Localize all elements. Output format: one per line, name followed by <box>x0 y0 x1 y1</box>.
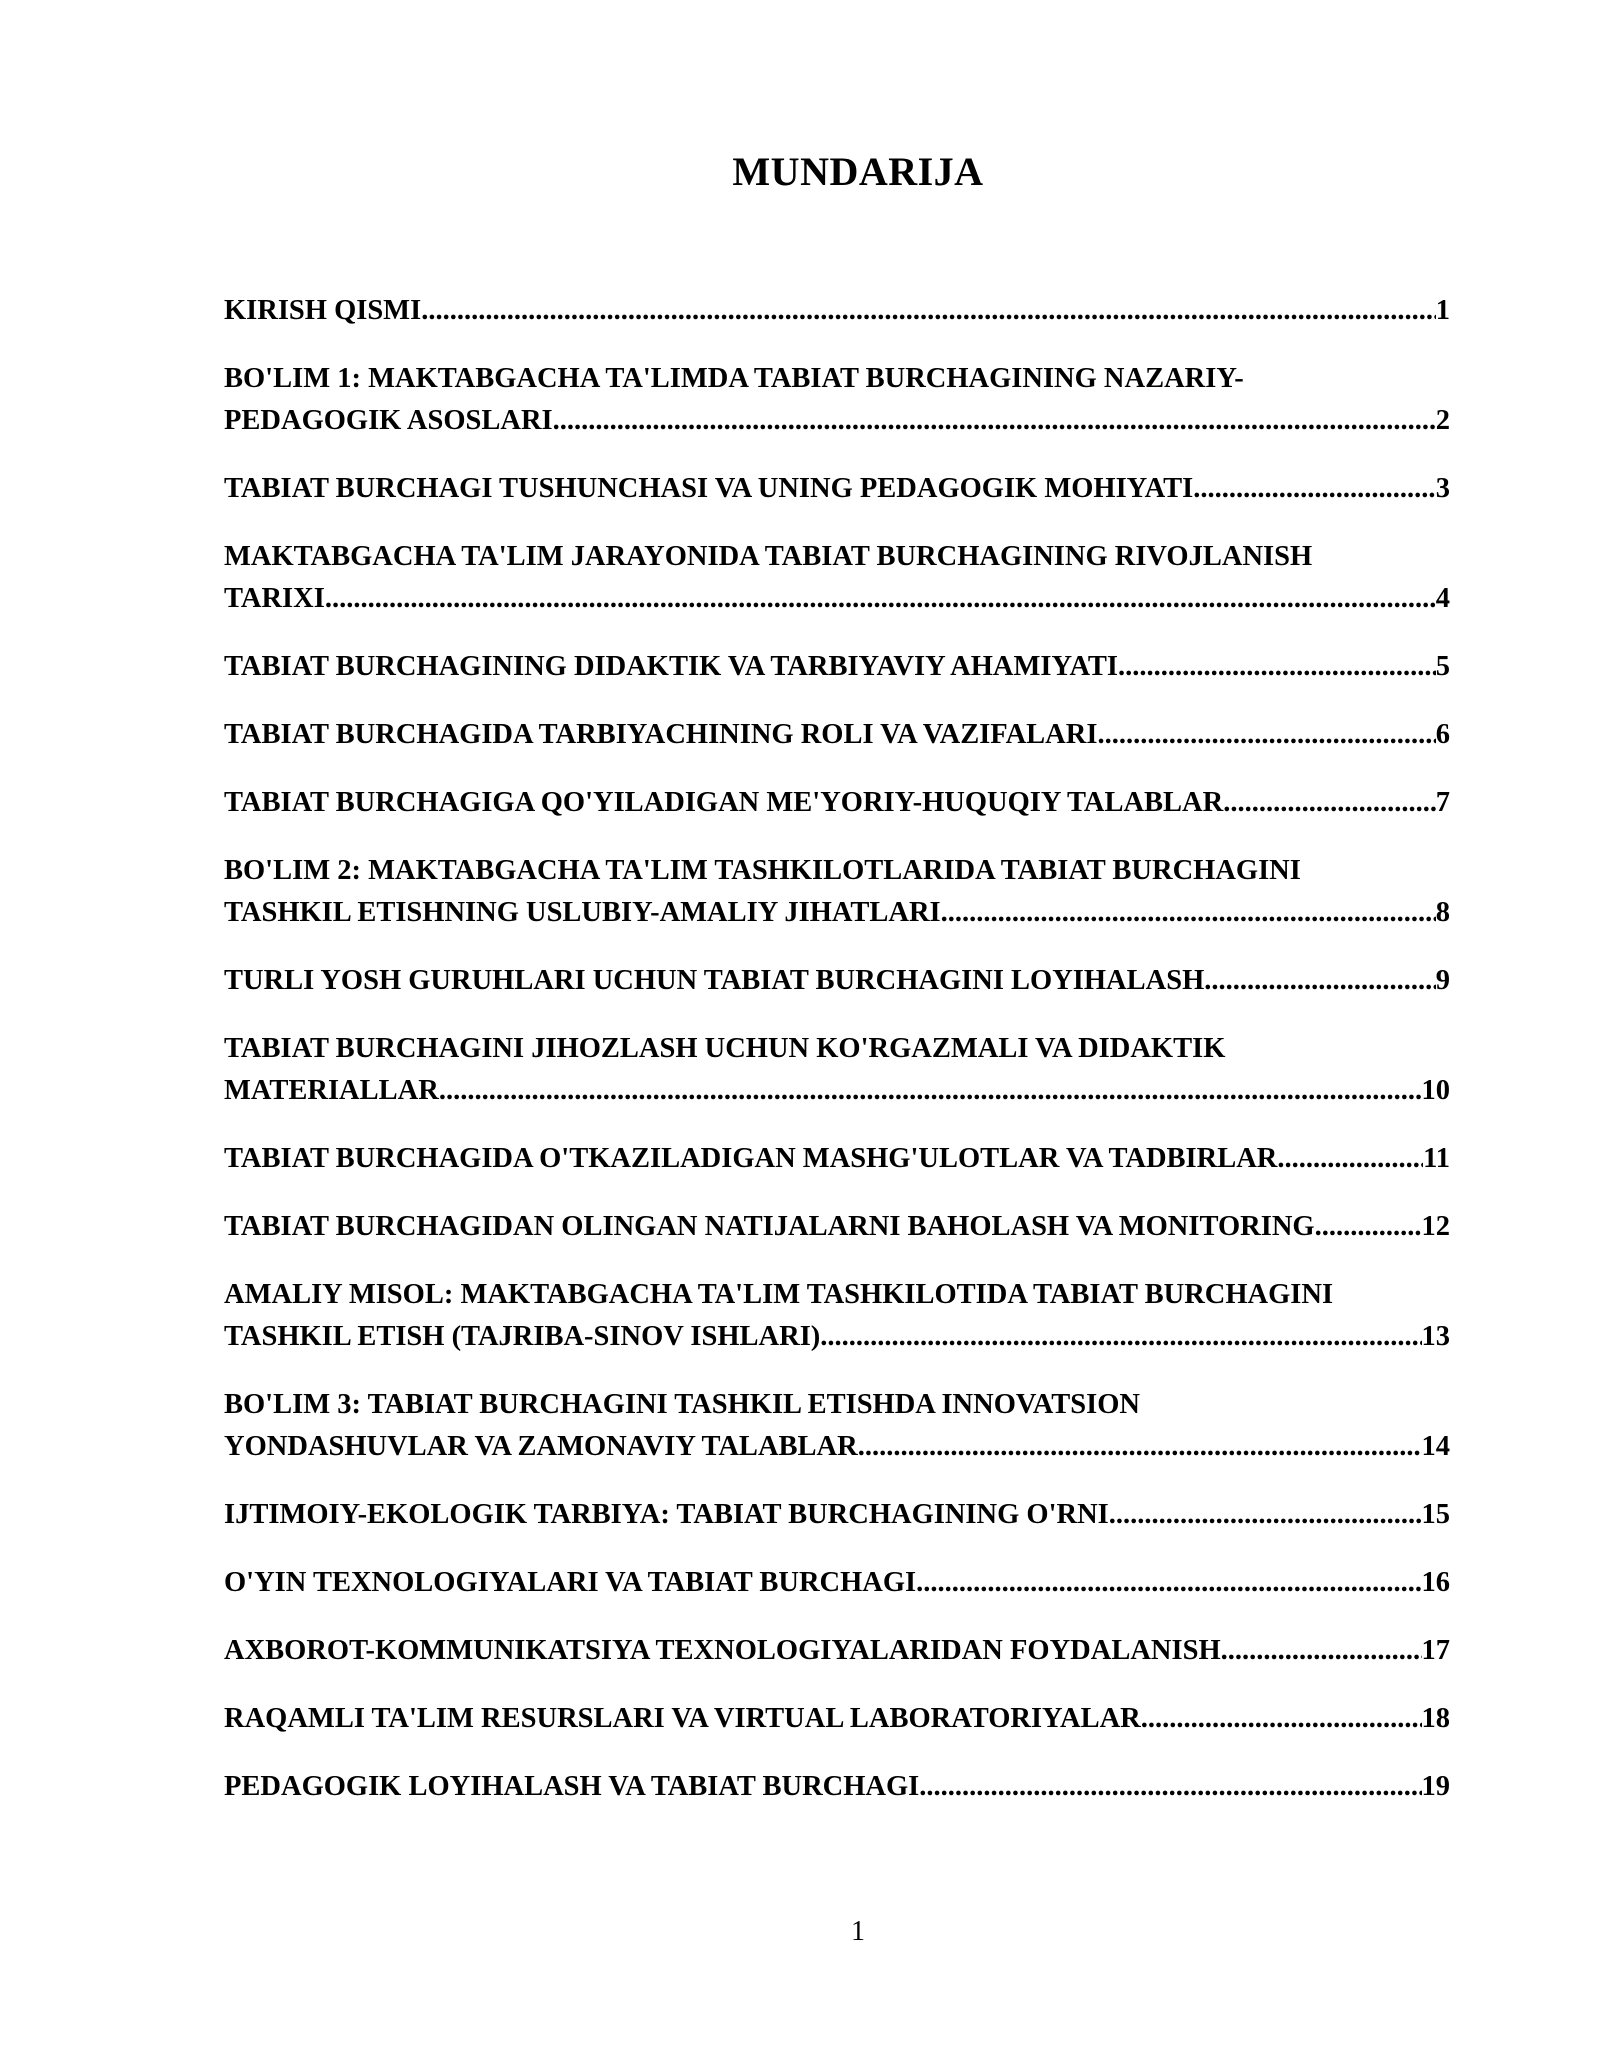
toc-page-number: 2 <box>1435 405 1450 436</box>
toc-entry-text: TURLI YOSH GURUHLARI UCHUN TABIAT BURCHAGINI LOYIHALASH <box>224 965 1205 996</box>
toc-page-number: 6 <box>1435 719 1450 750</box>
toc-page-number: 15 <box>1421 1499 1450 1530</box>
toc-entry-line <box>224 358 1450 400</box>
toc-page-number: 5 <box>1435 651 1450 682</box>
toc-page-number: 7 <box>1435 787 1450 818</box>
toc-page-number: 8 <box>1435 897 1450 928</box>
toc-entry-text: RAQAMLI TA'LIM RESURSLARI VA VIRTUAL LABORATORIYALAR <box>224 1703 1141 1734</box>
toc-entry[interactable] <box>224 960 1450 1002</box>
toc-entry-text: IJTIMOIY-EKOLOGIK TARBIYA: TABIAT BURCHAGINING O'RNI <box>224 1499 1109 1530</box>
dot-leader <box>1315 1206 1422 1248</box>
toc-page-number: 4 <box>1435 583 1450 614</box>
toc-entry-text: TABIAT BURCHAGIDA O'TKAZILADIGAN MASHG'ULOTLAR VA TADBIRLAR <box>224 1143 1278 1174</box>
toc-page-number: 16 <box>1421 1567 1450 1598</box>
toc-entry-text: KIRISH QISMI <box>224 295 422 326</box>
toc-entry-last-line <box>224 468 1450 510</box>
toc-page-number: 3 <box>1435 473 1450 504</box>
toc-entry-text: O'YIN TEXNOLOGIYALARI VA TABIAT BURCHAGI <box>224 1567 917 1598</box>
toc-entry-line <box>224 1274 1450 1316</box>
toc-entry[interactable] <box>224 782 1450 824</box>
dot-leader <box>941 892 1436 934</box>
dot-leader <box>858 1426 1422 1468</box>
toc-entry-last-line <box>224 1494 1450 1536</box>
toc-entry[interactable] <box>224 1698 1450 1740</box>
toc-entry-text: TABIAT BURCHAGI TUSHUNCHASI VA UNING PEDAGOGIK MOHIYATI <box>224 473 1194 504</box>
toc-entry-line <box>224 536 1450 578</box>
dot-leader <box>1277 1138 1423 1180</box>
toc-page-number: 10 <box>1421 1075 1450 1106</box>
dot-leader <box>1204 960 1436 1002</box>
toc-entry-last-line <box>224 1698 1450 1740</box>
toc-entry-last-line <box>224 782 1450 824</box>
toc-page-number: 12 <box>1421 1211 1450 1242</box>
toc-entry-text: TABIAT BURCHAGINI JIHOZLASH UCHUN KO'RGAZMALI VA DIDAKTIK <box>224 1033 1226 1064</box>
toc-entry-text: AMALIY MISOL: MAKTABGACHA TA'LIM TASHKILOTIDA TABIAT BURCHAGINI <box>224 1279 1334 1310</box>
toc-entry-last-line <box>224 1562 1450 1604</box>
toc-page-number: 19 <box>1421 1771 1450 1802</box>
toc-entry[interactable] <box>224 1630 1450 1672</box>
toc-entry[interactable] <box>224 1206 1450 1248</box>
toc-entry-text: TABIAT BURCHAGINING DIDAKTIK VA TARBIYAVIY AHAMIYATI <box>224 651 1119 682</box>
dot-leader <box>1221 1630 1422 1672</box>
toc-entry[interactable] <box>224 290 1450 332</box>
toc-entry-last-line <box>224 1316 1450 1358</box>
toc-entry-last-line <box>224 892 1450 934</box>
dot-leader <box>421 290 1436 332</box>
toc-entry[interactable] <box>224 1384 1450 1468</box>
toc-page-number: 11 <box>1423 1143 1450 1174</box>
toc-entry[interactable] <box>224 1494 1450 1536</box>
toc-entry-last-line <box>224 1138 1450 1180</box>
toc-page-number: 18 <box>1421 1703 1450 1734</box>
toc-entry-line <box>224 1384 1450 1426</box>
toc-entry-last-line <box>224 400 1450 442</box>
toc-entry-text: PEDAGOGIK ASOSLARI <box>224 405 553 436</box>
toc-entry[interactable] <box>224 646 1450 688</box>
dot-leader <box>1141 1698 1422 1740</box>
dot-leader <box>820 1316 1421 1358</box>
dot-leader <box>553 400 1436 442</box>
toc-entry-line <box>224 850 1450 892</box>
toc-entry[interactable] <box>224 468 1450 510</box>
footer-page-number: 1 <box>851 1916 865 1947</box>
toc-entry-text: TARIXI <box>224 583 325 614</box>
toc-entry[interactable] <box>224 1766 1450 1808</box>
toc-entry-line <box>224 1028 1450 1070</box>
toc-page-number: 14 <box>1421 1431 1450 1462</box>
toc-entry-text: BO'LIM 2: MAKTABGACHA TA'LIM TASHKILOTLARIDA TABIAT BURCHAGINI <box>224 855 1301 886</box>
toc-page-number: 13 <box>1421 1321 1450 1352</box>
toc-entry-last-line <box>224 646 1450 688</box>
toc-entry-text: TABIAT BURCHAGIDA TARBIYACHINING ROLI VA VAZIFALARI <box>224 719 1098 750</box>
toc-page-number: 17 <box>1421 1635 1450 1666</box>
toc-entry[interactable] <box>224 714 1450 756</box>
toc-page-number: 1 <box>1435 295 1450 326</box>
dot-leader <box>1109 1494 1422 1536</box>
toc-entry-last-line <box>224 578 1450 620</box>
toc-entry-last-line <box>224 960 1450 1002</box>
toc-entry[interactable] <box>224 1028 1450 1112</box>
toc-entry[interactable] <box>224 536 1450 620</box>
toc-entry[interactable] <box>224 850 1450 934</box>
toc-entry-text: TASHKIL ETISH (TAJRIBA-SINOV ISHLARI) <box>224 1321 821 1352</box>
toc-entry-text: YONDASHUVLAR VA ZAMONAVIY TALABLAR <box>224 1431 858 1462</box>
toc-entry[interactable] <box>224 1274 1450 1358</box>
dot-leader <box>916 1562 1421 1604</box>
dot-leader <box>1193 468 1436 510</box>
table-of-contents <box>224 290 1450 1834</box>
dot-leader <box>1223 782 1436 824</box>
toc-entry[interactable] <box>224 358 1450 442</box>
toc-entry-text: AXBOROT-KOMMUNIKATSIYA TEXNOLOGIYALARIDAN FOYDALANISH <box>224 1635 1221 1666</box>
dot-leader <box>919 1766 1421 1808</box>
toc-entry[interactable] <box>224 1138 1450 1180</box>
toc-entry-text: TABIAT BURCHAGIGA QO'YILADIGAN ME'YORIY-HUQUQIY TALABLAR <box>224 787 1224 818</box>
toc-entry-last-line <box>224 1206 1450 1248</box>
toc-entry-text: TABIAT BURCHAGIDAN OLINGAN NATIJALARNI BAHOLASH VA MONITORING <box>224 1211 1315 1242</box>
toc-page-number: 9 <box>1435 965 1450 996</box>
dot-leader <box>325 578 1436 620</box>
toc-entry-text: BO'LIM 3: TABIAT BURCHAGINI TASHKIL ETISHDA INNOVATSION <box>224 1389 1140 1420</box>
toc-entry-last-line <box>224 290 1450 332</box>
toc-entry-text: MAKTABGACHA TA'LIM JARAYONIDA TABIAT BURCHAGINING RIVOJLANISH <box>224 541 1313 572</box>
toc-entry-text: PEDAGOGIK LOYIHALASH VA TABIAT BURCHAGI <box>224 1771 920 1802</box>
toc-entry-last-line <box>224 1766 1450 1808</box>
toc-entry-text: MATERIALLAR <box>224 1075 439 1106</box>
toc-entry-last-line <box>224 1426 1450 1468</box>
toc-entry-last-line <box>224 1630 1450 1672</box>
toc-entry-last-line <box>224 714 1450 756</box>
toc-entry-text: BO'LIM 1: MAKTABGACHA TA'LIMDA TABIAT BURCHAGINING NAZARIY- <box>224 363 1244 394</box>
toc-entry-text: TASHKIL ETISHNING USLUBIY-AMALIY JIHATLARI <box>224 897 941 928</box>
toc-entry-last-line <box>224 1070 1450 1112</box>
dot-leader <box>439 1070 1422 1112</box>
dot-leader <box>1118 646 1436 688</box>
page-title: MUNDARIJA <box>732 149 984 194</box>
dot-leader <box>1097 714 1435 756</box>
toc-entry[interactable] <box>224 1562 1450 1604</box>
